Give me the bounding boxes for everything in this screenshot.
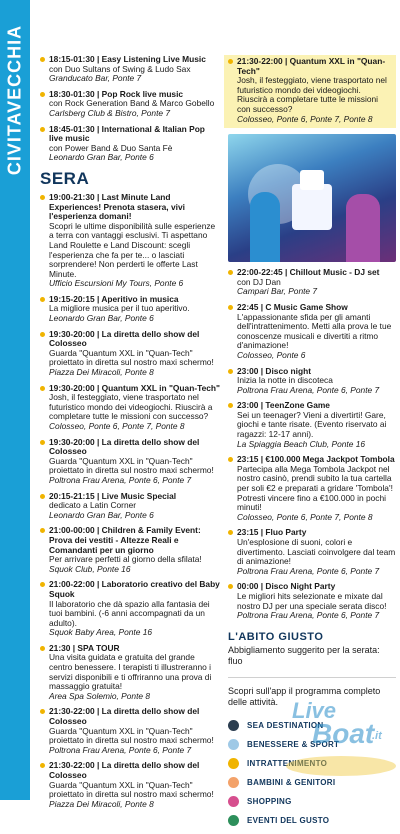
event-deck: , Ponte 6, Ponte 7 bbox=[124, 474, 192, 485]
event-item bbox=[40, 526, 220, 574]
side-tab bbox=[0, 0, 30, 800]
event-heading: 00:00 | Disco Night Party bbox=[237, 581, 336, 592]
event-heading: 23:00 | Disco night bbox=[237, 365, 312, 376]
event-description: Guarda "Quantum XXL in "Quan-Tech" proiettato in diretta sul nostro maxi schermo! bbox=[49, 779, 214, 800]
event-place: Piazza Dei Miracoli bbox=[49, 367, 121, 378]
event-deck: , Ponte 6, Ponte 7, Ponte 8 bbox=[83, 421, 185, 431]
event-place: Poltrona Frau Arena bbox=[237, 384, 313, 395]
legend-dot-icon bbox=[228, 720, 239, 731]
event-heading: 19:30-20:00 | La diretta dello show del Colosseo bbox=[49, 436, 200, 457]
event-description: Guarda "Quantum XXL in "Quan-Tech" proiettato in diretta sul nostro maxi schermo! bbox=[49, 455, 214, 476]
legend-dot-icon bbox=[228, 815, 239, 826]
event-heading: 23:15 | Fluo Party bbox=[237, 527, 307, 538]
highlight-event bbox=[224, 55, 396, 128]
event-heading: 21:00-22:00 | Laboratorio creativo del Baby Squok bbox=[49, 579, 220, 599]
event-place: Carlsberg Club & Bistro bbox=[49, 107, 137, 118]
event-description: con Duo Sultans of Swing & Ludo Sax bbox=[49, 63, 191, 74]
event-heading: 18:45-01:30 | International & Italian Pop live music bbox=[49, 123, 205, 144]
event-deck: , Ponte 6 bbox=[120, 509, 154, 520]
event-description: L'appassionante sfida per gli amanti dell'intrattenimento. Metti alla prova le tue conoscenze musicali e divertiti a ritmo d'animazione! bbox=[237, 311, 392, 351]
event-item bbox=[228, 303, 396, 361]
legend-label: BAMBINI & GENITORI bbox=[247, 777, 336, 787]
legend-dot-icon bbox=[228, 796, 239, 807]
event-deck: , Ponte 6, Ponte 7 bbox=[312, 610, 380, 621]
event-place: Ufficio Escursioni My Tours bbox=[49, 278, 150, 289]
dress-code-text: Abbigliamento suggerito per la serata: fluo bbox=[228, 644, 380, 666]
event-item bbox=[40, 580, 220, 638]
event-deck: , Ponte 16 bbox=[113, 627, 153, 638]
event-description: con Rock Generation Band & Marco Gobello bbox=[49, 98, 215, 109]
event-description: Josh, il festeggiato, viene trasportato nel futuristico mondo dei videogiochi. Riuscirà a completare tutte le missioni con successo? bbox=[237, 75, 387, 114]
event-description: Guarda "Quantum XXL in "Quan-Tech" proiettato in diretta sul nostro maxi schermo! bbox=[49, 725, 214, 746]
event-description: Inizia la notte in discoteca bbox=[237, 375, 333, 386]
event-deck: , Ponte 7 bbox=[136, 107, 171, 118]
event-place: Poltrona Frau Arena bbox=[49, 744, 125, 755]
event-heading: 18:15-01:30 | Easy Listening Live Music bbox=[49, 54, 206, 64]
event-place: Poltrona Frau Arena bbox=[49, 474, 125, 485]
event-deck: , Ponte 6 bbox=[271, 349, 306, 360]
event-item bbox=[228, 268, 396, 297]
dress-code bbox=[228, 631, 396, 667]
event-place: Leonardo Gran Bar bbox=[49, 509, 121, 520]
event-place: Leonardo Gran Bar bbox=[49, 313, 121, 324]
section-title-sera: SERA bbox=[40, 168, 90, 188]
event-deck: , Ponte 16 bbox=[326, 438, 366, 449]
event-description: Una visita guidata e gratuita del grande centro benessere. I terapisti ti illustreranno i servizi disponibili e ti offriranno una prova di massaggio gratuita! bbox=[49, 652, 212, 692]
watermark-line1: Live bbox=[292, 698, 337, 723]
event-deck: , Ponte 6, Ponte 7 bbox=[124, 744, 192, 755]
event-place: Colosseo bbox=[237, 511, 272, 522]
event-place: Squok Baby Area bbox=[49, 627, 114, 638]
event-item bbox=[228, 401, 396, 449]
event-item bbox=[40, 384, 220, 432]
event-description: Le migliori hits selezionate e mixate dal nostro DJ per una speciale serata disco! bbox=[237, 590, 387, 611]
event-item bbox=[40, 90, 220, 119]
event-heading: 18:30-01:30 | Pop Rock live music bbox=[49, 88, 184, 99]
event-deck: , Ponte 6 bbox=[120, 313, 154, 324]
legend-label: SEA DESTINATION bbox=[247, 720, 324, 730]
show-photo bbox=[228, 134, 396, 262]
event-deck: , Ponte 6, Ponte 7, Ponte 8 bbox=[271, 113, 373, 124]
event-description: Scopri le ultime disponibilità sulle esperienze a terra con vantaggi esclusivi. Ti aspettano Land Roulette e Land Discount: scegli l'esperienza che fa per te... o lasciati sorprendere! Non perderti le offerte Last Minute. bbox=[49, 220, 216, 279]
event-item bbox=[40, 125, 220, 163]
app-note: Scopri sull'app il programma completo delle attività. bbox=[228, 677, 396, 708]
evening-events bbox=[40, 193, 220, 809]
event-place: Colosseo bbox=[237, 113, 272, 124]
event-deck: , Ponte 6 bbox=[120, 152, 154, 163]
legend-item bbox=[228, 796, 396, 807]
event-heading: 21:30-22:00 | Quantum XXL in "Quan-Tech" bbox=[237, 56, 386, 76]
event-deck: , Ponte 6, Ponte 7, Ponte 8 bbox=[271, 511, 373, 522]
event-place: Colosseo bbox=[49, 421, 84, 431]
event-item bbox=[228, 528, 396, 576]
event-description: con DJ Dan bbox=[237, 276, 281, 287]
event-deck: , Ponte 7 bbox=[283, 286, 318, 297]
event-item bbox=[40, 644, 220, 702]
watermark-suffix: .it bbox=[372, 730, 382, 742]
event-item bbox=[40, 761, 220, 809]
event-heading: 21:00-00:00 | Children & Family Event: Prova dei vestiti - Altezze Reali e Comandanti per un giorno bbox=[49, 525, 201, 555]
event-deck: , Ponte 8 bbox=[120, 367, 154, 378]
event-description: Il laboratorio che dà spazio alla fantasia dei tuoi bambini. (-6 anni accompagnati da un adulto). bbox=[49, 598, 210, 628]
event-deck: , Ponte 6, Ponte 7 bbox=[312, 384, 380, 395]
left-column bbox=[40, 55, 220, 815]
event-description: con Power Band & Duo Santa Fè bbox=[49, 142, 173, 153]
side-tab-label: CIVITAVECCHIA bbox=[4, 24, 25, 176]
event-place: Area Spa Solemio bbox=[49, 690, 117, 701]
event-deck: , Ponte 6 bbox=[149, 278, 184, 289]
event-description: Un'esplosione di suoni, colori e divertimento. Lasciati coinvolgere dal team di animazione! bbox=[237, 537, 396, 567]
legend-label: BENESSERE & SPORT bbox=[247, 739, 340, 749]
event-heading: 22:00-22:45 | Chillout Music - DJ set bbox=[237, 267, 380, 278]
event-place: Piazza Dei Miracoli bbox=[49, 798, 121, 809]
legend-label: EVENTI DEL GUSTO bbox=[247, 815, 330, 825]
event-deck: , Ponte 8 bbox=[120, 798, 154, 809]
legend-item bbox=[228, 815, 396, 826]
event-item bbox=[228, 367, 396, 396]
event-deck: , Ponte 7 bbox=[107, 73, 142, 84]
event-place: Poltrona Frau Arena bbox=[237, 565, 313, 576]
event-place: Campari Bar bbox=[237, 286, 284, 297]
event-heading: 19:30-20:00 | La diretta dello show del Colosseo bbox=[49, 328, 200, 349]
legend-dot-icon bbox=[228, 777, 239, 788]
event-heading: 21:30-22:00 | La diretta dello show del Colosseo bbox=[49, 706, 200, 727]
event-deck: , Ponte 16 bbox=[92, 563, 131, 574]
event-item bbox=[40, 55, 220, 84]
afternoon-events bbox=[40, 55, 220, 163]
legend-label: SHOPPING bbox=[247, 796, 292, 806]
event-heading: 21:30-22:00 | La diretta dello show del Colosseo bbox=[49, 760, 200, 780]
event-item bbox=[228, 582, 396, 620]
event-deck: , Ponte 6, Ponte 7 bbox=[312, 565, 380, 576]
event-item bbox=[40, 330, 220, 378]
event-description: Guarda "Quantum XXL in "Quan-Tech" proiettato in diretta sul nostro maxi schermo! bbox=[49, 347, 214, 368]
watermark-logo bbox=[286, 690, 396, 790]
event-description: dedicato a Latin Corner bbox=[49, 500, 137, 511]
event-description: Sei un teenager? Vieni a divertirti! Gare, giochi e tante risate. (Evento riservato ai ragazzi: 12-17 anni). bbox=[237, 409, 387, 440]
event-item bbox=[228, 455, 396, 522]
event-place: Granducato Bar bbox=[49, 73, 108, 84]
event-heading: 19:00-21:30 | Last Minute Land Experiences! Prenota stasera, vivi l'esperienza domani! bbox=[49, 191, 185, 222]
event-deck: , Ponte 8 bbox=[116, 690, 151, 701]
event-place: Colosseo bbox=[237, 349, 272, 360]
event-heading: 21:30 | SPA TOUR bbox=[49, 642, 120, 653]
event-place: La Spiaggia Beach Club bbox=[237, 438, 327, 449]
dress-code-title: L'ABITO GIUSTO bbox=[228, 630, 324, 643]
legend-dot-icon bbox=[228, 739, 239, 750]
event-heading: 23:00 | TeenZone Game bbox=[237, 400, 330, 411]
event-description: Per arrivare perfetti al giorno della sfilata! bbox=[49, 554, 202, 565]
event-item bbox=[40, 295, 220, 324]
event-item bbox=[40, 707, 220, 755]
legend-dot-icon bbox=[228, 758, 239, 769]
event-heading: 23:15 | €100.000 Mega Jackpot Tombola bbox=[237, 454, 395, 465]
event-heading: 19:15-20:15 | Aperitivo in musica bbox=[49, 293, 179, 304]
event-place: Squok Club bbox=[49, 563, 93, 574]
event-description: Josh, il festeggiato, viene trasportato nel futuristico mondo dei videogiochi. Riuscirà a completare tutte le missioni con successo? bbox=[49, 392, 213, 422]
event-heading: 20:15-21:15 | Live Music Special bbox=[49, 490, 177, 501]
event-place: Poltrona Frau Arena bbox=[237, 610, 313, 621]
event-item bbox=[40, 492, 220, 521]
night-events bbox=[228, 268, 396, 621]
event-description: Partecipa alla Mega Tombola Jackpot nel nostro casinò, prendi subito la tua cartella per soli €2 e preparati a gridare 'Tombola'! Potresti vincere fino a €100.000 in pochi minuti! bbox=[237, 463, 393, 513]
event-heading: 19:30-20:00 | Quantum XXL in "Quan-Tech" bbox=[49, 382, 220, 393]
legend-label: INTRATTENIMENTO bbox=[247, 758, 328, 768]
watermark-line2: Boat bbox=[312, 718, 375, 749]
event-place: Leonardo Gran Bar bbox=[49, 152, 121, 163]
event-description: La migliore musica per il tuo aperitivo. bbox=[49, 303, 190, 314]
event-item bbox=[40, 193, 220, 289]
event-item bbox=[40, 438, 220, 486]
event-heading: 22:45 | C Music Game Show bbox=[237, 301, 348, 312]
